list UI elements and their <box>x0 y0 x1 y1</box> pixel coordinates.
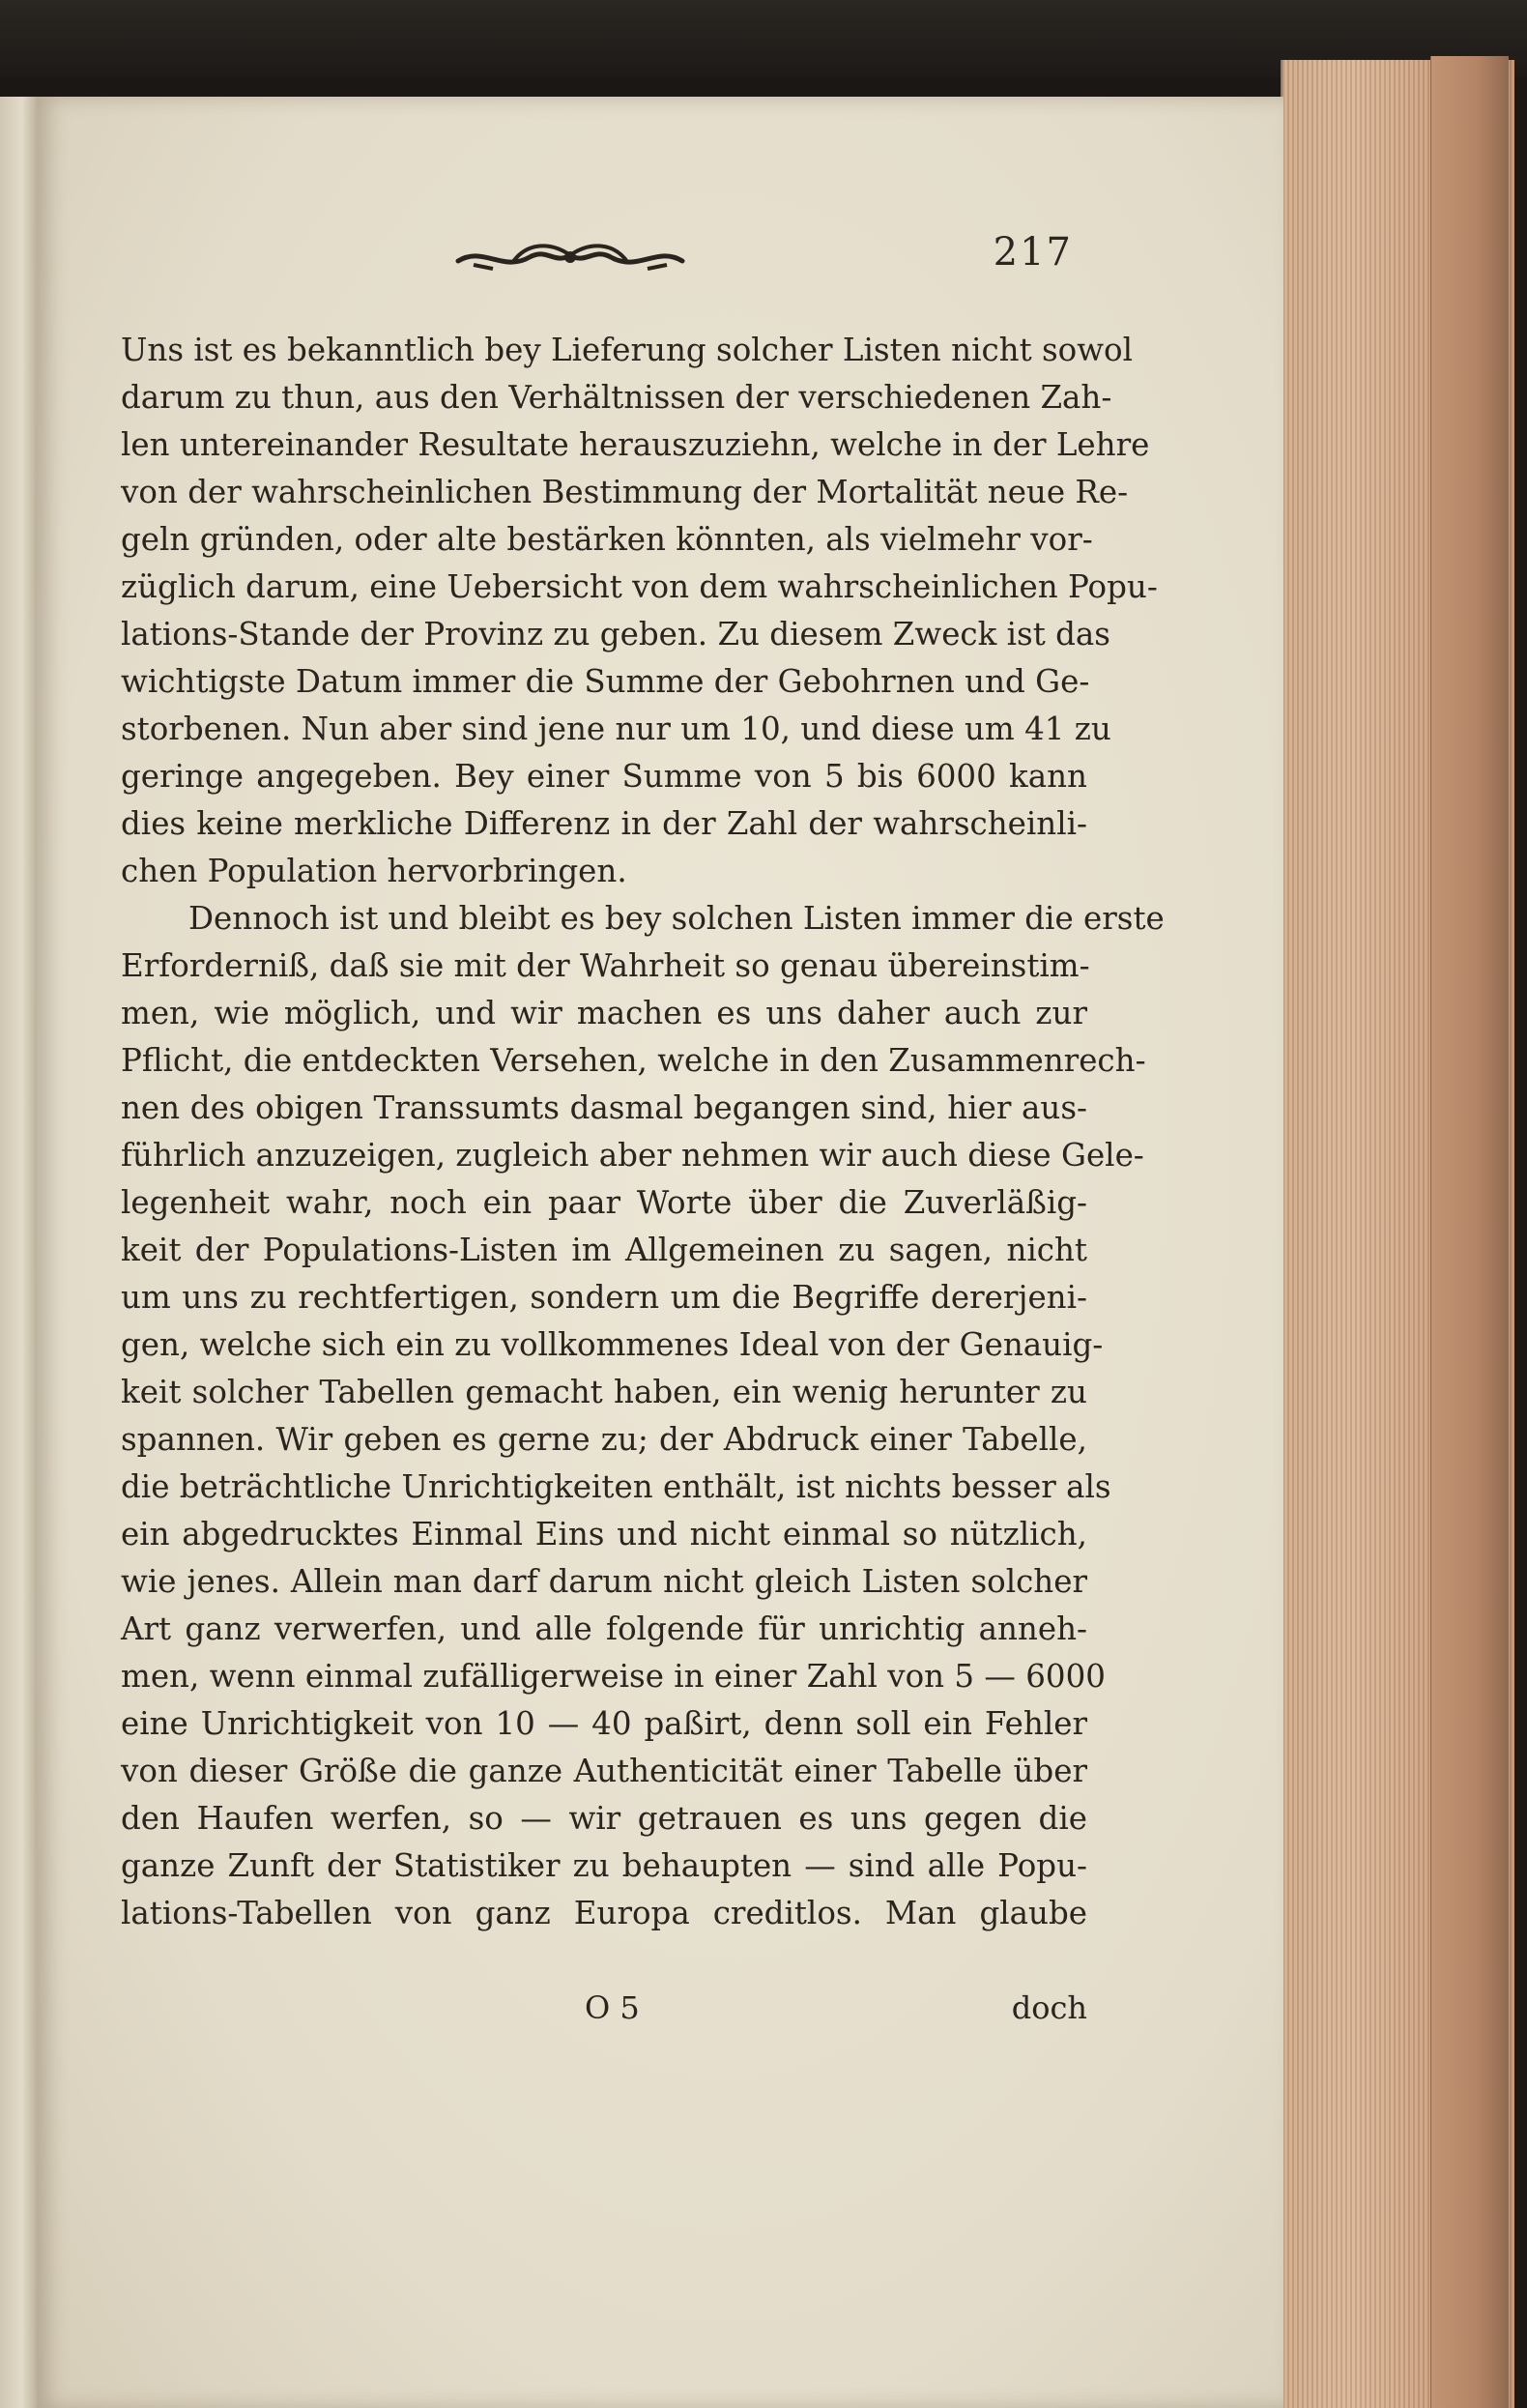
previous-page-edge <box>0 97 40 2408</box>
signature-mark: O 5 <box>585 1989 640 2026</box>
text-line: spannen. Wir geben es gerne zu; der Abdruck einer Tabelle, <box>121 1421 1087 1458</box>
text-line: storbenen. Nun aber sind jene nur um 10, und diese um 41 zu <box>121 711 1111 747</box>
text-line: Erforderniß, daß sie mit der Wahrheit so genau übereinstim- <box>121 947 1090 984</box>
text-line: geringe angegeben. Bey einer Summe von 5 bis 6000 kann <box>121 758 1087 795</box>
text-line: chen Population hervorbringen. <box>121 853 627 889</box>
text-line: die beträchtliche Unrichtigkeiten enthält, ist nichts besser als <box>121 1468 1111 1505</box>
page-header <box>454 230 1073 288</box>
text-line: den Haufen werfen, so — wir getrauen es uns gegen die <box>121 1800 1087 1837</box>
text-line: um uns zu rechtfertigen, sondern um die Begriffe dererjeni- <box>121 1279 1087 1316</box>
text-line: nen des obigen Transsumts dasmal begangen sind, hier aus- <box>121 1089 1087 1126</box>
text-line: Pflicht, die entdeckten Versehen, welche in den Zusammenrech- <box>121 1042 1146 1079</box>
text-line: wichtigste Datum immer die Summe der Gebohrnen und Ge- <box>121 663 1090 700</box>
text-line: wie jenes. Allein man darf darum nicht gleich Listen solcher <box>121 1563 1087 1600</box>
text-line: Dennoch ist und bleibt es bey solchen Listen immer die erste <box>188 900 1165 937</box>
text-line: geln gründen, oder alte bestärken könnten, als vielmehr vor- <box>121 521 1093 558</box>
catchword: doch <box>1011 1989 1087 2026</box>
book-cover-edge <box>1430 56 1509 2408</box>
text-line: ein abgedrucktes Einmal Eins und nicht einmal so nützlich, <box>121 1516 1087 1552</box>
text-line: züglich darum, eine Uebersicht von dem wahrscheinlichen Popu- <box>121 568 1158 605</box>
text-line: men, wie möglich, und wir machen es uns daher auch zur <box>121 995 1087 1031</box>
text-line: Uns ist es bekanntlich bey Lieferung solcher Listen nicht sowol <box>121 332 1134 368</box>
page-number: 217 <box>993 230 1073 275</box>
decorative-headpiece-icon <box>454 236 686 278</box>
text-line: men, wenn einmal zufälligerweise in einer Zahl von 5 — 6000 <box>121 1658 1106 1695</box>
text-line: ganze Zunft der Statistiker zu behaupten — sind alle Popu- <box>121 1847 1087 1884</box>
text-line: len untereinander Resultate herauszuziehn, welche in der Lehre <box>121 426 1150 463</box>
text-line: eine Unrichtigkeit von 10 — 40 paßirt, denn soll ein Fehler <box>121 1705 1087 1742</box>
text-line: Art ganz verwerfen, und alle folgende für unrichtig anneh- <box>121 1610 1087 1647</box>
page-footer <box>121 1989 1087 2038</box>
text-line: lations-Stande der Provinz zu geben. Zu diesem Zweck ist das <box>121 616 1110 653</box>
text-line: von der wahrscheinlichen Bestimmung der Mortalität neue Re- <box>121 474 1129 510</box>
text-line: legenheit wahr, noch ein paar Worte über die Zuverläßig- <box>121 1184 1087 1221</box>
text-line: keit der Populations-Listen im Allgemeinen zu sagen, nicht <box>121 1232 1087 1268</box>
text-line: von dieser Größe die ganze Authenticität einer Tabelle über <box>121 1753 1087 1789</box>
body-text <box>121 327 1165 1937</box>
text-line: keit solcher Tabellen gemacht haben, ein wenig herunter zu <box>121 1374 1087 1410</box>
text-line: führlich anzuzeigen, zugleich aber nehmen wir auch diese Gele- <box>121 1137 1144 1174</box>
text-line: dies keine merkliche Differenz in der Zahl der wahrscheinli- <box>121 805 1087 842</box>
text-line: lations-Tabellen von ganz Europa creditlos. Man glaube <box>121 1895 1087 1931</box>
text-line: gen, welche sich ein zu vollkommenes Ideal von der Genauig- <box>121 1326 1104 1363</box>
text-line: darum zu thun, aus den Verhältnissen der verschiedenen Zah- <box>121 379 1112 416</box>
